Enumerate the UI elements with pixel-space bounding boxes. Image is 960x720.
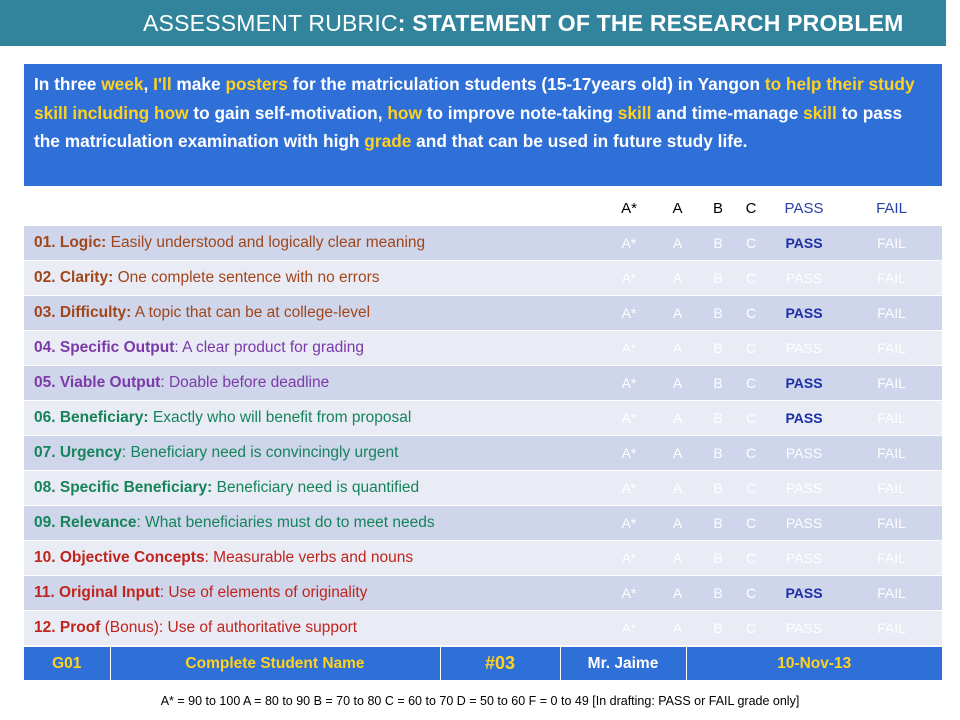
grade-option-astar[interactable]: A*: [604, 470, 654, 505]
grade-option-astar[interactable]: A*: [604, 505, 654, 540]
statement-highlight: skill: [617, 102, 652, 123]
grade-option-b[interactable]: B: [701, 435, 735, 470]
grade-option-c[interactable]: C: [735, 225, 767, 260]
grade-option-fail[interactable]: FAIL: [841, 470, 942, 505]
student-number: #03: [440, 647, 560, 680]
grade-option-astar[interactable]: A*: [604, 610, 654, 645]
criterion-description: Beneficiary need is quantified: [212, 478, 420, 496]
statement-highlight: to help their study skill including how: [34, 74, 915, 123]
grade-option-b[interactable]: B: [701, 575, 735, 610]
rubric-row: [24, 470, 942, 505]
criterion-description: : Beneficiary need is convincingly urgent: [121, 443, 399, 461]
criterion-cell: [24, 575, 604, 610]
grade-option-fail[interactable]: FAIL: [841, 225, 942, 260]
grade-option-fail[interactable]: FAIL: [841, 435, 942, 470]
grade-option-a[interactable]: A: [654, 330, 701, 365]
rubric-row: [24, 610, 942, 645]
criterion-cell: [24, 470, 604, 505]
grade-option-pass[interactable]: PASS: [767, 575, 841, 610]
criterion-description: : A clear product for grading: [174, 338, 364, 356]
grade-option-a[interactable]: A: [654, 575, 701, 610]
criterion-label: 10. Objective Concepts: [34, 548, 205, 566]
rubric-row: [24, 295, 942, 330]
grade-option-pass[interactable]: PASS: [767, 505, 841, 540]
criterion-label: 07. Urgency: [34, 443, 122, 461]
grade-option-astar[interactable]: A*: [604, 330, 654, 365]
grade-header-astar: A*: [604, 192, 654, 225]
rubric-row: [24, 330, 942, 365]
criterion-cell: [24, 400, 604, 435]
rubric-row: [24, 505, 942, 540]
grade-option-c[interactable]: C: [735, 610, 767, 645]
grading-scale-note: A* = 90 to 100 A = 80 to 90 B = 70 to 80 C = 60 to 70 D = 50 to 60 F = 0 to 49 [In drafting: PASS or FAIL grade only]: [160, 694, 800, 708]
grade-option-b[interactable]: B: [701, 225, 735, 260]
grade-option-pass[interactable]: PASS: [767, 400, 841, 435]
rubric-row: [24, 400, 942, 435]
criterion-cell: [24, 540, 604, 575]
grade-option-pass[interactable]: PASS: [767, 295, 841, 330]
rubric-row: [24, 260, 942, 295]
grade-option-c[interactable]: C: [735, 295, 767, 330]
criterion-description: : What beneficiaries must do to meet needs: [136, 513, 435, 531]
grade-option-pass[interactable]: PASS: [767, 610, 841, 645]
rubric-row: [24, 365, 942, 400]
grade-option-a[interactable]: A: [654, 610, 701, 645]
title-prefix: ASSESSMENT RUBRIC: [143, 10, 398, 36]
statement-text: In three: [34, 74, 102, 94]
criterion-label: 02. Clarity:: [34, 268, 114, 286]
grade-option-a[interactable]: A: [654, 435, 701, 470]
criterion-cell: [24, 610, 604, 645]
grade-option-a[interactable]: A: [654, 540, 701, 575]
criterion-description: (Bonus): Use of authoritative support: [100, 618, 358, 636]
criterion-label: 05. Viable Output: [34, 373, 161, 391]
criterion-cell: [24, 295, 604, 330]
statement-highlight: grade: [364, 131, 412, 151]
grade-option-b[interactable]: B: [701, 400, 735, 435]
grade-option-b[interactable]: B: [701, 610, 735, 645]
grade-option-b[interactable]: B: [701, 365, 735, 400]
grade-option-astar[interactable]: A*: [604, 260, 654, 295]
rubric-table: [24, 192, 942, 645]
grade-option-pass[interactable]: PASS: [767, 435, 841, 470]
criterion-label: 09. Relevance: [34, 513, 137, 531]
grade-option-fail[interactable]: FAIL: [841, 540, 942, 575]
group-code: G01: [24, 647, 110, 680]
grade-option-b[interactable]: B: [701, 295, 735, 330]
statement-text: to improve note-taking: [421, 102, 618, 123]
rubric-row: [24, 540, 942, 575]
criterion-description: A topic that can be at college-level: [131, 303, 371, 321]
student-name-field[interactable]: Complete Student Name: [110, 647, 440, 680]
grade-option-a[interactable]: A: [654, 225, 701, 260]
grade-header-fail: FAIL: [841, 192, 942, 225]
grade-option-astar[interactable]: A*: [604, 295, 654, 330]
grade-option-astar[interactable]: A*: [604, 540, 654, 575]
criterion-label: 03. Difficulty:: [34, 303, 132, 321]
rubric-row: [24, 435, 942, 470]
statement-text: and time-manage: [651, 102, 804, 123]
grade-option-b[interactable]: B: [701, 330, 735, 365]
rubric-row: [24, 575, 942, 610]
criterion-label: 12. Proof: [34, 618, 101, 636]
grade-option-c[interactable]: C: [735, 540, 767, 575]
grade-option-fail[interactable]: FAIL: [841, 610, 942, 645]
statement-text: ,: [143, 74, 154, 94]
grade-option-pass[interactable]: PASS: [767, 470, 841, 505]
grade-option-pass[interactable]: PASS: [767, 330, 841, 365]
research-statement: [24, 64, 942, 186]
grade-header-pass: PASS: [767, 192, 841, 225]
criterion-cell: [24, 505, 604, 540]
statement-text: to pass the matriculation examination with high: [34, 102, 903, 151]
statement-text: to gain self-motivation,: [188, 102, 388, 123]
grade-option-astar[interactable]: A*: [604, 225, 654, 260]
criterion-header: [24, 192, 604, 225]
criterion-description: Exactly who will benefit from proposal: [148, 408, 412, 426]
grade-option-fail[interactable]: FAIL: [841, 260, 942, 295]
criterion-label: 08. Specific Beneficiary:: [34, 478, 213, 496]
criterion-cell: [24, 435, 604, 470]
criterion-label: 06. Beneficiary:: [34, 408, 149, 426]
grade-option-c[interactable]: C: [735, 575, 767, 610]
grade-option-pass[interactable]: PASS: [767, 260, 841, 295]
criterion-label: 01. Logic:: [34, 233, 107, 251]
grade-option-c[interactable]: C: [735, 365, 767, 400]
grade-option-fail[interactable]: FAIL: [841, 505, 942, 540]
grade-option-b[interactable]: B: [701, 540, 735, 575]
grade-option-astar[interactable]: A*: [604, 400, 654, 435]
grade-option-astar[interactable]: A*: [604, 365, 654, 400]
criterion-cell: [24, 225, 604, 260]
grade-option-astar[interactable]: A*: [604, 435, 654, 470]
statement-highlight: how: [387, 102, 422, 123]
criterion-description: One complete sentence with no errors: [113, 268, 380, 286]
criterion-cell: [24, 365, 604, 400]
statement-highlight: week: [101, 74, 144, 94]
statement-text: make: [171, 74, 226, 94]
grade-option-fail[interactable]: FAIL: [841, 400, 942, 435]
grade-option-a[interactable]: A: [654, 295, 701, 330]
grade-option-fail[interactable]: FAIL: [841, 295, 942, 330]
criterion-label: 04. Specific Output: [34, 338, 175, 356]
grade-option-a[interactable]: A: [654, 260, 701, 295]
grade-header-a: A: [654, 192, 701, 225]
grade-option-fail[interactable]: FAIL: [841, 575, 942, 610]
statement-text: and that can be used in future study life.: [411, 131, 748, 151]
criterion-cell: [24, 330, 604, 365]
statement-text: for the matriculation students (15-17years old) in Yangon: [287, 74, 765, 94]
grade-header-c: C: [735, 192, 767, 225]
criterion-description: : Measurable verbs and nouns: [204, 548, 414, 566]
grade-option-c[interactable]: C: [735, 505, 767, 540]
grade-option-c[interactable]: C: [735, 330, 767, 365]
grade-option-fail[interactable]: FAIL: [841, 330, 942, 365]
statement-highlight: skill: [803, 102, 837, 123]
grade-option-b[interactable]: B: [701, 505, 735, 540]
title-bar: [0, 0, 946, 46]
grade-option-a[interactable]: A: [654, 400, 701, 435]
criterion-description: Easily understood and logically clear meaning: [106, 233, 426, 251]
grade-option-pass[interactable]: PASS: [767, 365, 841, 400]
statement-highlight: posters: [225, 74, 288, 94]
criterion-label: 11. Original Input: [34, 583, 160, 601]
grade-option-c[interactable]: C: [735, 435, 767, 470]
criterion-description: : Use of elements of originality: [159, 583, 368, 601]
grade-header-b: B: [701, 192, 735, 225]
statement-highlight: I'll: [153, 74, 172, 94]
grade-option-a[interactable]: A: [654, 470, 701, 505]
criterion-description: : Doable before deadline: [160, 373, 330, 391]
grade-option-astar[interactable]: A*: [604, 575, 654, 610]
grade-option-a[interactable]: A: [654, 505, 701, 540]
rubric-row: [24, 225, 942, 260]
grade-option-fail[interactable]: FAIL: [841, 365, 942, 400]
title-emphasis: : STATEMENT OF THE RESEARCH PROBLEM: [397, 10, 904, 36]
grade-option-b[interactable]: B: [701, 260, 735, 295]
grade-option-c[interactable]: C: [735, 400, 767, 435]
assessment-date: 10-Nov-13: [686, 647, 942, 680]
grade-option-b[interactable]: B: [701, 470, 735, 505]
student-info-bar: [24, 647, 942, 680]
grade-option-c[interactable]: C: [735, 470, 767, 505]
grade-option-c[interactable]: C: [735, 260, 767, 295]
criterion-cell: [24, 260, 604, 295]
grade-option-a[interactable]: A: [654, 365, 701, 400]
grade-option-pass[interactable]: PASS: [767, 540, 841, 575]
grade-option-pass[interactable]: PASS: [767, 225, 841, 260]
grade-header-row: [24, 192, 942, 225]
teacher-name: Mr. Jaime: [560, 647, 686, 680]
